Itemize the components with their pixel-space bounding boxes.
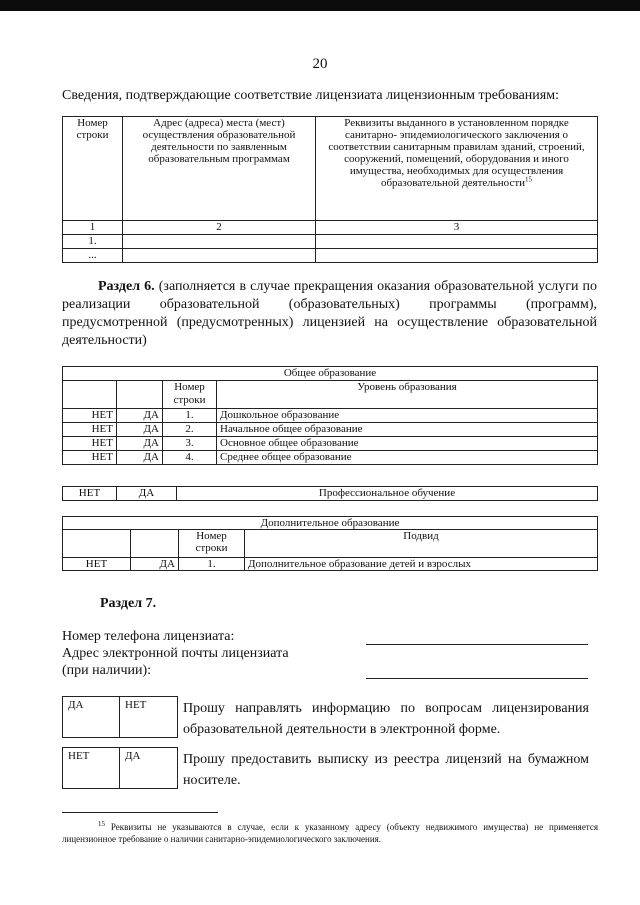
email-input-line[interactable]: [366, 678, 588, 679]
footnote: [62, 821, 598, 845]
no-option[interactable]: НЕТ: [63, 451, 117, 465]
phone-input-line[interactable]: [366, 644, 588, 645]
no-option[interactable]: НЕТ: [63, 487, 117, 501]
general-education-table: [62, 366, 598, 465]
yes-option[interactable]: ДА: [117, 409, 163, 423]
general-education-title: Общее образование: [63, 367, 598, 381]
yes-option[interactable]: ДА: [117, 423, 163, 437]
table-row: НЕТ ДА 3. Основное общее образование: [63, 437, 598, 451]
header-row-number: Номер строки: [63, 117, 123, 221]
footnote-text: Реквизиты не указываются в случае, если к указанному адресу (объекту недвижимого имущества) не применяется лицензионное требование о наличии санитарно-эпидемиологического заключения.: [62, 822, 598, 844]
yes-option[interactable]: ДА: [117, 487, 177, 501]
no-option[interactable]: НЕТ: [63, 437, 117, 451]
header-sanitary-details: Реквизиты выданного в установленном порядке санитарно- эпидемиологического заключения о соответствии санитарным правилам зданий, строений, сооружений, помещений, оборудования и иного имущества, необходимых для осуществления образовательной деятельности$^{15}$: [316, 117, 598, 221]
professional-training-label: Профессиональное обучение: [177, 487, 598, 501]
table-row: ...: [63, 249, 598, 263]
footnote-number: 15: [98, 820, 105, 828]
table-row: НЕТ ДА 1. Дошкольное образование: [63, 409, 598, 423]
footnote-mark: 15: [525, 175, 533, 184]
additional-education-title: Дополнительное образование: [63, 517, 598, 530]
column-number-2: 2: [123, 221, 316, 235]
address-cell[interactable]: [123, 249, 316, 263]
yes-option[interactable]: ДА: [131, 558, 179, 571]
no-option[interactable]: НЕТ: [63, 558, 131, 571]
yes-option[interactable]: ДА: [125, 750, 141, 762]
address-cell[interactable]: [123, 235, 316, 249]
section-6-paragraph: [62, 278, 597, 350]
phone-label: Номер телефона лицензиата:: [62, 629, 235, 644]
page-number: 20: [312, 56, 328, 72]
details-cell[interactable]: [316, 249, 598, 263]
electronic-info-request: Прошу направлять информацию по вопросам лицензирования образовательной деятельности в электронной форме.: [183, 701, 589, 737]
professional-training-table: [62, 486, 598, 501]
yes-option[interactable]: ДА: [63, 697, 120, 737]
scan-top-border: [0, 0, 640, 11]
section-6-title: Раздел 6.: [98, 279, 155, 294]
paper-extract-choice: [62, 747, 178, 789]
table-row: НЕТ ДА 4. Среднее общее образование: [63, 451, 598, 465]
electronic-info-choice: [62, 696, 178, 738]
col-level-header: Уровень образования: [217, 381, 598, 409]
col-number-header: Номер строки: [163, 381, 217, 409]
header-address: Адрес (адреса) места (мест) осуществления образовательной деятельности по заявленным образовательным программам: [123, 117, 316, 221]
contact-labels: [62, 628, 289, 679]
no-option[interactable]: НЕТ: [125, 699, 147, 711]
email-label-line2: (при наличии):: [62, 663, 152, 678]
yes-option[interactable]: ДА: [117, 451, 163, 465]
no-option[interactable]: НЕТ: [63, 423, 117, 437]
intro-heading: Сведения, подтверждающие соответствие лицензиата лицензионным требованиям:: [62, 88, 559, 103]
section-7-title: Раздел 7.: [100, 596, 157, 611]
email-label-line1: Адрес электронной почты лицензиата: [62, 646, 289, 661]
column-number-3: 3: [316, 221, 598, 235]
details-cell[interactable]: [316, 235, 598, 249]
additional-education-table: [62, 516, 598, 571]
table-row: НЕТ ДА 1. Дополнительное образование детей и взрослых: [63, 558, 598, 571]
col-subtype-header: Подвид: [245, 530, 598, 558]
yes-option[interactable]: ДА: [117, 437, 163, 451]
footnote-separator: [62, 812, 218, 813]
column-number-1: 1: [63, 221, 123, 235]
table-row: НЕТ ДА 2. Начальное общее образование: [63, 423, 598, 437]
no-option[interactable]: НЕТ: [63, 748, 120, 788]
compliance-table: [62, 116, 598, 263]
no-option[interactable]: НЕТ: [63, 409, 117, 423]
table-row: 1.: [63, 235, 598, 249]
paper-extract-request: Прошу предоставить выписку из реестра лицензий на бумажном носителе.: [183, 752, 589, 788]
col-number-header: Номер строки: [179, 530, 245, 558]
section-6-text: (заполняется в случае прекращения оказания образовательной услуги по реализации образовательной (образовательных) программы (программ), предусмотренной (предусмотренных) лицензией на осуществление образовательной деятельности): [62, 279, 598, 348]
